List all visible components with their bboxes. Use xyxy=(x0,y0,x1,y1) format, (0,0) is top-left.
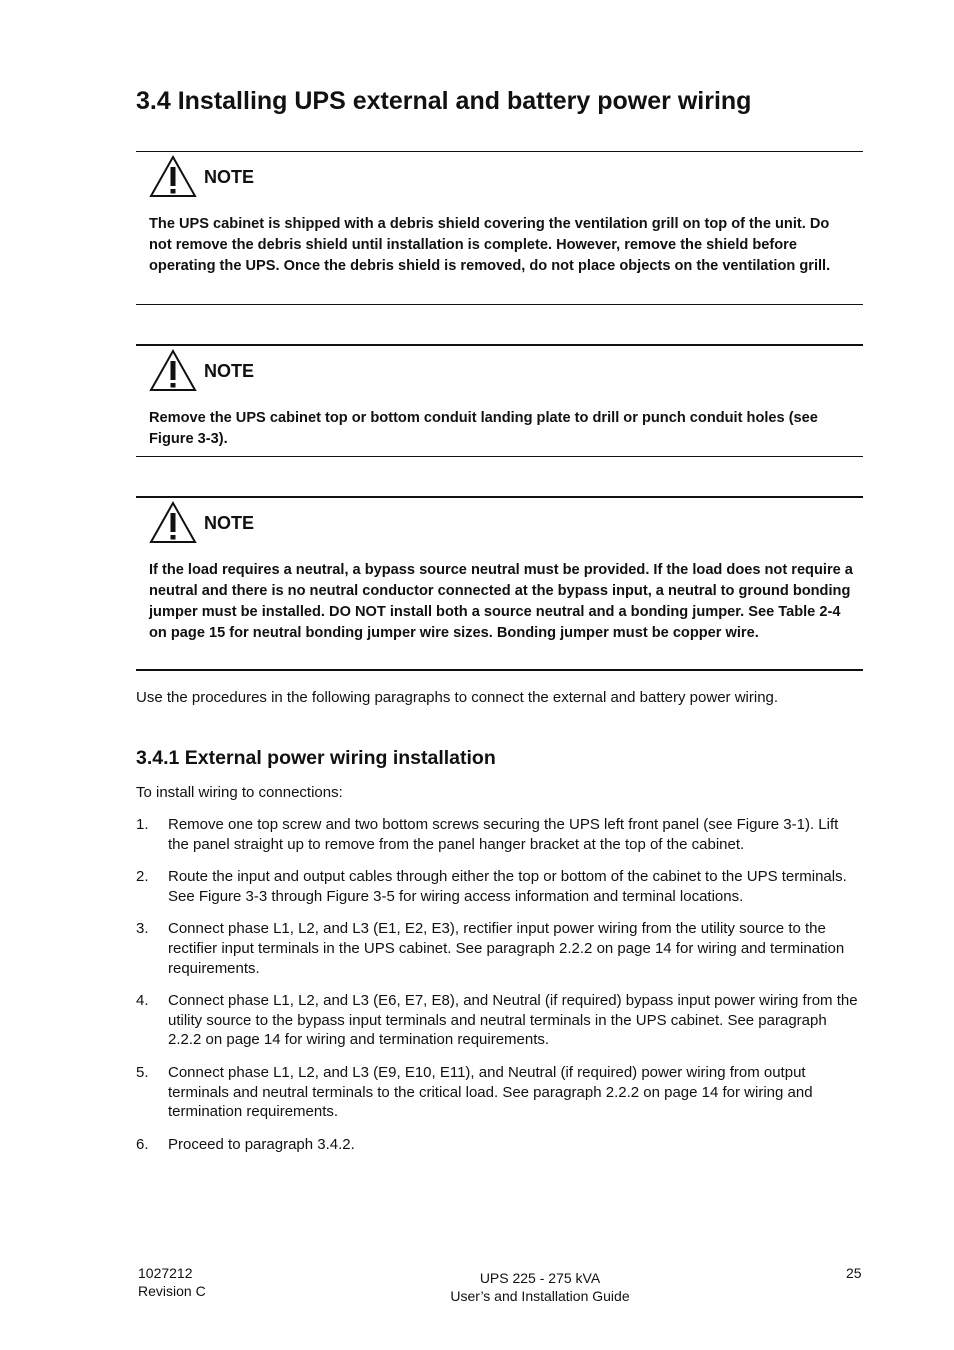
section-heading: 3.4 Installing UPS external and battery power wiring xyxy=(136,87,752,115)
note-1 xyxy=(136,152,863,277)
revision-label: Revision C xyxy=(138,1282,206,1299)
note-3-title: NOTE xyxy=(204,513,255,533)
warning-triangle-icon xyxy=(149,154,197,198)
procedure-steps xyxy=(136,815,863,1167)
step-number: 1. xyxy=(136,816,149,833)
document-number: 1027212 xyxy=(138,1265,193,1281)
step-number: 6. xyxy=(136,1135,149,1153)
step-text: Route the input and output cables through either the top or bottom of the cabinet to the UPS terminals. See Figure 3-3 through Figure 3-5 for wiring access information and terminal locations. xyxy=(168,868,847,905)
note-2 xyxy=(136,346,863,450)
step-number: 5. xyxy=(136,1063,149,1081)
list-item xyxy=(136,991,863,1050)
note-3 xyxy=(136,498,863,644)
list-item xyxy=(136,1063,863,1122)
guide-title: User’s and Installation Guide xyxy=(450,1287,630,1304)
step-number: 3. xyxy=(136,920,149,938)
footer-left xyxy=(138,1265,206,1300)
note-1-body: The UPS cabinet is shipped with a debris shield covering the ventilation grill on top of the unit. Do not remove the debris shield until installation is complete. However, remove the shield before operating the UPS. Once the debris shield is removed, do not place objects on the ventilation grill. xyxy=(149,216,831,274)
intro-paragraph: Use the procedures in the following paragraphs to connect the external and battery power wiring. xyxy=(136,689,779,706)
step-text: Remove one top screw and two bottom screws securing the UPS left front panel (see Figure 3-1). Lift the panel straight up to remove from the panel hanger bracket at the top of the cabinet. xyxy=(168,816,839,853)
warning-triangle-icon xyxy=(149,348,197,392)
list-item xyxy=(136,867,863,906)
lead-paragraph: To install wiring to connections: xyxy=(136,784,343,801)
note-1-title: NOTE xyxy=(204,167,255,187)
step-text: Connect phase L1, L2, and L3 (E1, E2, E3), rectifier input power wiring from the utility source to the rectifier input terminals in the UPS cabinet. See paragraph 2.2.2 on page 14 for wiring and termination requirements. xyxy=(168,920,845,977)
product-name: UPS 225 - 275 kVA xyxy=(479,1270,601,1286)
list-item xyxy=(136,815,863,854)
step-number: 4. xyxy=(136,992,149,1010)
step-number: 2. xyxy=(136,868,149,886)
warning-triangle-icon xyxy=(149,500,197,544)
note-3-bottom-rule xyxy=(136,669,863,671)
subsection-heading: 3.4.1 External power wiring installation xyxy=(136,747,496,769)
step-text: Connect phase L1, L2, and L3 (E6, E7, E8), and Neutral (if required) bypass input power wiring from the utility source to the bypass input terminals and neutral terminals in the UPS cabinet. See paragraph 2.2.2 on page 14 for wiring and termination requirements. xyxy=(168,992,858,1049)
note-2-bottom-rule xyxy=(136,456,863,457)
list-item xyxy=(136,919,863,978)
note-3-body: If the load requires a neutral, a bypass source neutral must be provided. If the load does not require a neutral and there is no neutral conductor connected at the bypass input, a neutral to ground bonding jumper must be installed. DO NOT install both a source neutral and a bonding jumper. See Table 2-4 on page 15 for neutral bonding jumper wire sizes. Bonding jumper must be copper wire. xyxy=(149,562,853,641)
list-item xyxy=(136,1135,863,1155)
note-2-title: NOTE xyxy=(204,361,255,381)
step-text: Proceed to paragraph 3.4.2. xyxy=(168,1135,355,1153)
footer-center xyxy=(390,1270,690,1305)
step-text: Connect phase L1, L2, and L3 (E9, E10, E11), and Neutral (if required) power wiring from output terminals and neutral terminals to the critical load. See paragraph 2.2.2 on page 14 for wiring and termination requirements. xyxy=(168,1063,813,1121)
page-number: 25 xyxy=(846,1265,862,1281)
note-2-body: Remove the UPS cabinet top or bottom conduit landing plate to drill or punch conduit holes (see Figure 3-3). xyxy=(149,410,818,447)
note-1-bottom-rule xyxy=(136,304,863,305)
